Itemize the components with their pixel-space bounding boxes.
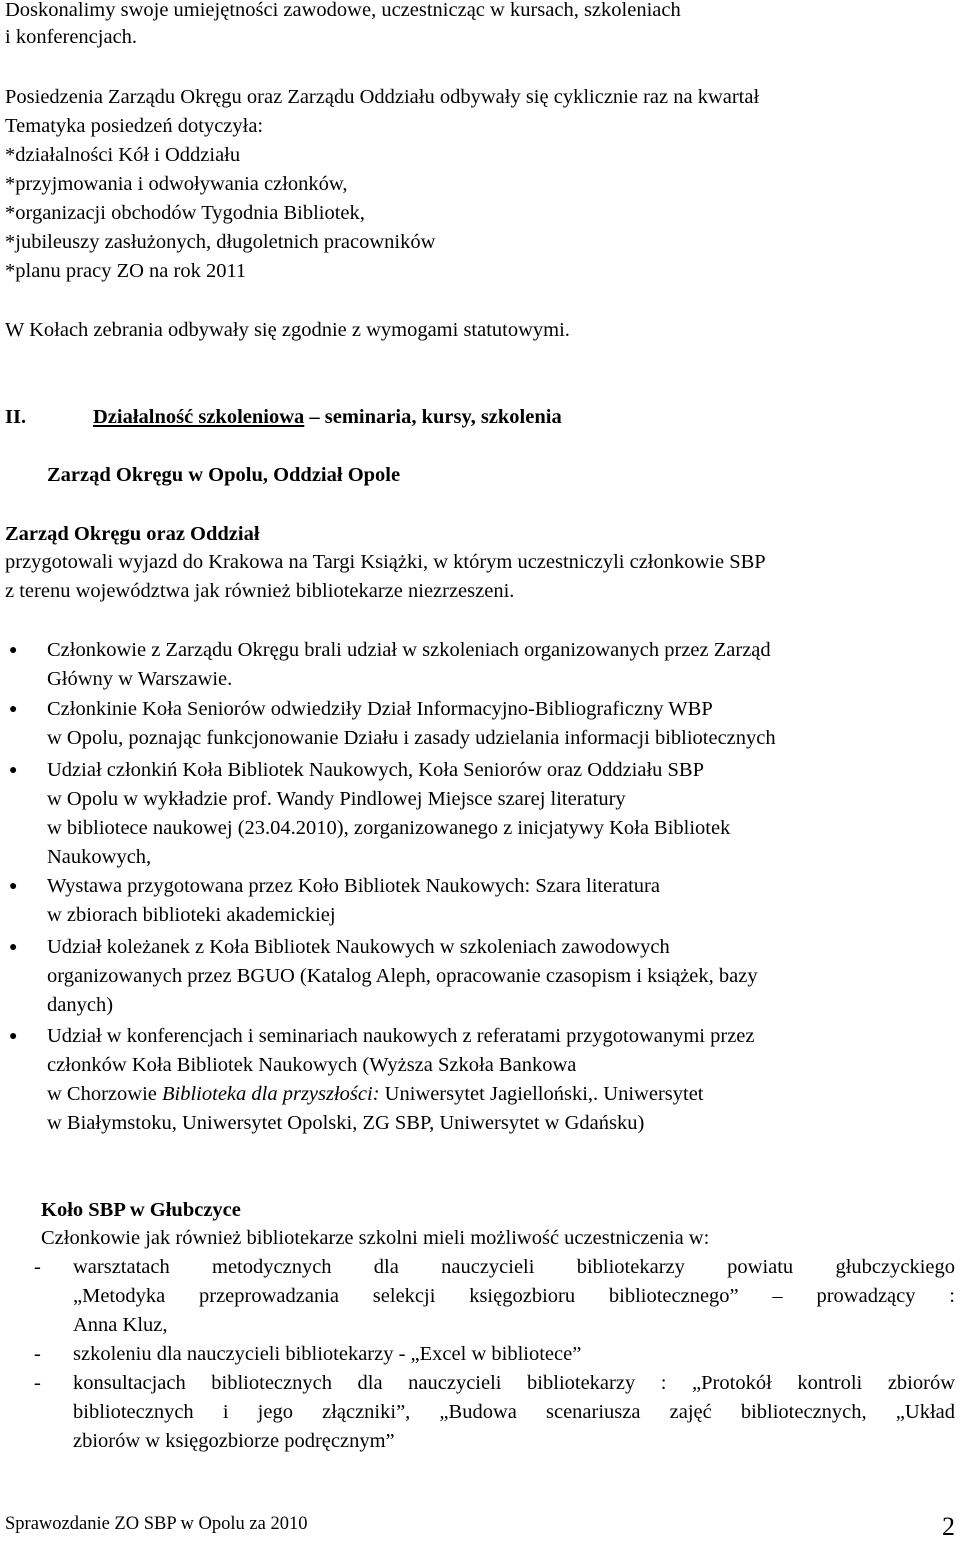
list-line: Anna Kluz, [73,1314,168,1336]
glubczyce-intro: Członkowie jak również bibliotekarze szkolni mieli możliwość uczestniczenia w: [41,1227,710,1249]
list-line: konsultacjach bibliotecznych dla nauczycieli bibliotekarzy : „Protokół kontroli zbiorów [73,1372,955,1394]
kola-note: W Kołach zebrania odbywały się zgodnie z wymogami statutowymi. [5,319,570,341]
bullet-line: w Opolu, poznając funkcjonowanie Działu i zasady udzielania informacji bibliotecznych [47,727,776,749]
dash-marker: - [34,1372,41,1394]
bullet-text: w Chorzowie [47,1083,163,1105]
bullet-icon: ● [9,702,18,717]
page-number: 2 [942,1512,955,1541]
intro-line: Doskonalimy swoje umiejętności zawodowe, uczestnicząc w kursach, szkoleniach [5,0,681,21]
zo-text-line: przygotowali wyjazd do Krakowa na Targi Książki, w którym uczestniczyli członkowie SBP [5,551,766,573]
meetings-line: *jubileuszy zasłużonych, długoletnich pracowników [5,231,436,253]
subheading: Zarząd Okręgu w Opolu, Oddział Opole [47,464,401,486]
bullet-line: organizowanych przez BGUO (Katalog Aleph, opracowanie czasopism i książek, bazy [47,965,758,987]
bullet-line: danych) [47,994,114,1016]
section-number: II. [5,406,27,428]
meetings-line: *planu pracy ZO na rok 2011 [5,260,247,282]
list-line: „Metodyka przeprowadzania selekcji księgozbioru bibliotecznego” – prowadzący : [73,1285,955,1307]
list-line: warsztatach metodycznych dla nauczycieli bibliotekarzy powiatu głubczyckiego [73,1256,955,1278]
bullet-line: Członkinie Koła Seniorów odwiedziły Dział Informacyjno-Bibliograficzny WBP [47,698,713,720]
meetings-line: Tematyka posiedzeń dotyczyła: [5,115,264,137]
bullet-line: Główny w Warszawie. [47,668,233,690]
bullet-line: Udział w konferencjach i seminariach naukowych z referatami przygotowanymi przez [47,1025,755,1047]
dash-marker: - [34,1256,41,1278]
bullet-line: w zbiorach biblioteki akademickiej [47,904,336,926]
bullet-line: w bibliotece naukowej (23.04.2010), zorganizowanego z inicjatywy Koła Bibliotek [47,817,731,839]
section-title [93,403,562,432]
bullet-line: w Opolu w wykładzie prof. Wandy Pindlowej Miejsce szarej literatury [47,788,626,810]
bullet-icon: ● [9,763,18,778]
bullet-icon: ● [9,879,18,894]
bullet-text: Uniwersytet Jagielloński,. Uniwersytet [379,1083,704,1105]
bullet-line [47,1080,704,1109]
bullet-icon: ● [9,940,18,955]
bullet-line: Udział członkiń Koła Bibliotek Naukowych, Koła Seniorów oraz Oddziału SBP [47,759,705,781]
conference-title: Biblioteka dla przyszłości: [162,1083,380,1105]
intro-line: i konferencjach. [5,26,138,48]
bullet-line: Członkowie z Zarządu Okręgu brali udział w szkoleniach organizowanych przez Zarząd [47,639,771,661]
zo-text-line: z terenu województwa jak również bibliotekarze niezrzeszeni. [5,580,515,602]
meetings-line: Posiedzenia Zarządu Okręgu oraz Zarządu Oddziału odbywały się cyklicznie raz na kwartał [5,86,760,108]
meetings-line: *organizacji obchodów Tygodnia Bibliotek, [5,202,365,224]
bullet-icon: ● [9,1029,18,1044]
footer-text: Sprawozdanie ZO SBP w Opolu za 2010 [5,1514,308,1534]
bullet-line: Udział koleżanek z Koła Bibliotek Naukowych w szkoleniach zawodowych [47,936,670,958]
section-title-main: Działalność szkoleniowa [93,406,305,428]
bullet-line: członków Koła Bibliotek Naukowych (Wyższa Szkoła Bankowa [47,1054,577,1076]
glubczyce-heading: Koło SBP w Głubczyce [41,1199,241,1221]
section-title-rest: – seminaria, kursy, szkolenia [304,406,562,428]
dash-marker: - [34,1343,41,1365]
meetings-line: *działalności Kół i Oddziału [5,144,241,166]
list-line: szkoleniu dla nauczycieli bibliotekarzy - „Excel w bibliotece” [73,1343,582,1365]
list-line: zbiorów w księgozbiorze podręcznym” [73,1430,395,1452]
bullet-line: w Białymstoku, Uniwersytet Opolski, ZG SBP, Uniwersytet w Gdańsku) [47,1112,645,1134]
list-line: bibliotecznych i jego złączniki”, „Budowa scenariusza zajęć bibliotecznych, „Układ [73,1401,955,1423]
bullet-icon: ● [9,643,18,658]
bullet-line: Naukowych, [47,846,152,868]
meetings-line: *przyjmowania i odwoływania członków, [5,173,348,195]
bullet-line: Wystawa przygotowana przez Koło Bibliotek Naukowych: Szara literatura [47,875,660,897]
zo-heading: Zarząd Okręgu oraz Oddział [5,523,260,545]
